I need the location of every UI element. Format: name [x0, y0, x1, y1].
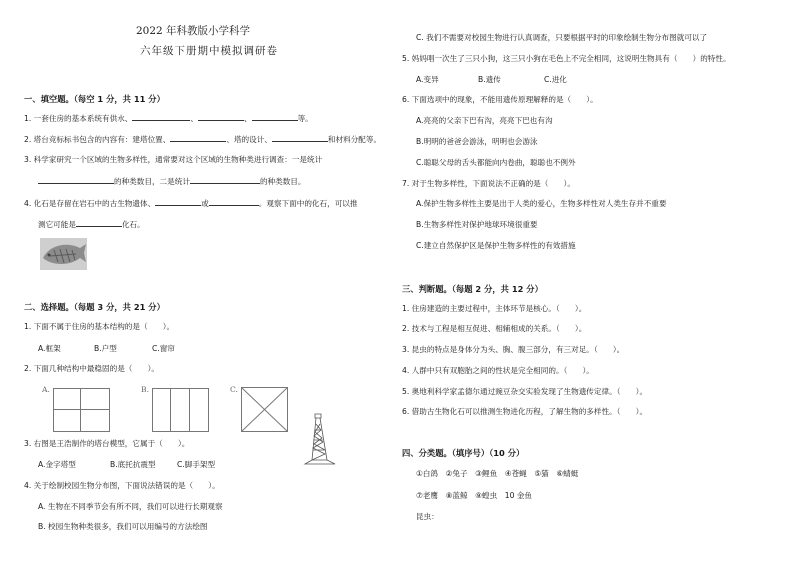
- answer-blank[interactable]: [170, 134, 226, 142]
- s1-question-4-line1: 4. 化石是存留在岩石中的古生物遗体、 或 。观察下面中的化石，可以推: [24, 199, 358, 208]
- judgment-item[interactable]: 1. 住房建造的主要过程中，主体环节是核心。（ ）。: [402, 304, 587, 313]
- grid-divider-horizontal: [53, 409, 110, 410]
- s1-question-3-line1: 3. 科学家研究一个区域的生物多样性，通常要对这个区域的生物种类进行调查：一是统计: [24, 155, 323, 164]
- column-divider-1: [170, 388, 171, 432]
- grid-divider-vertical: [80, 388, 81, 432]
- s2-q5-option-c[interactable]: C.进化: [544, 75, 567, 84]
- answer-blank[interactable]: [272, 134, 328, 142]
- s2-q1-option-a[interactable]: A.框架: [38, 344, 61, 353]
- section-4-heading: 四、分类题。（填序号）（10 分）: [402, 448, 525, 458]
- s2-question-5: 5. 妈妈唱一次生了三只小狗，这三只小狗在毛色上不完全相同，这说明生物具有（ ）的特性。: [402, 54, 731, 63]
- s2-q3-option-a[interactable]: A.金字塔型: [38, 460, 76, 469]
- judgment-item[interactable]: 2. 技术与工程是相互促进、相辅相成的关系。（ ）。: [402, 324, 587, 333]
- s2-question-1: 1. 下面不属于住房的基本结构的是（ ）。: [24, 322, 175, 331]
- s1-question-2: 2. 塔台竞标标书包含的内容有：建塔位置、 、塔的设计、 和材料分配等。: [24, 135, 382, 144]
- s2-q4-option-b[interactable]: B. 校园生物种类很多，我们可以用编号的方法绘图: [38, 522, 208, 531]
- fossil-image: [40, 238, 87, 270]
- s1-q1-text: 1. 一套住房的基本系统有供水、: [24, 114, 133, 123]
- s2-question-4: 4. 关于绘制校园生物分布图，下面说法错误的是（ ）。: [24, 481, 220, 490]
- s2-q5-option-a[interactable]: A.变异: [416, 75, 439, 84]
- s2-question-3: 3. 右图是王浩制作的塔台模型，它属于（ ）。: [24, 439, 190, 448]
- s2-q5-option-b[interactable]: B.遗传: [478, 75, 501, 84]
- s2-q6-option-c[interactable]: C.聪聪父母的舌头都能向内卷曲，聪聪也不例外: [416, 158, 576, 167]
- animal-list-row-1: ①白鸽 ②兔子 ③鲤鱼 ④苍蝇 ⑤猫 ⑥蜻蜓: [416, 469, 579, 478]
- exam-title-line1: 2022 年科教版小学科学: [136, 25, 251, 37]
- answer-blank[interactable]: [132, 113, 190, 121]
- answer-blank[interactable]: [198, 113, 244, 121]
- answer-blank[interactable]: [190, 176, 260, 184]
- s2-q2-option-c-label[interactable]: C.: [230, 385, 238, 394]
- s2-q6-option-a[interactable]: A.亮亮的父亲下巴有沟，亮亮下巴也有沟: [416, 116, 553, 125]
- answer-blank[interactable]: [38, 176, 114, 184]
- s2-q3-option-c[interactable]: C.脚手架型: [177, 460, 216, 469]
- s2-q4-option-a[interactable]: A. 生物在不同季节会有所不同，我们可以进行长期观察: [38, 502, 223, 511]
- column-structure-diagram: [152, 388, 209, 432]
- section-1-heading: 一、填空题。（每空 1 分，共 11 分）: [24, 94, 165, 104]
- judgment-item[interactable]: 4. 人群中只有双胞胎之间的性状是完全相同的。（ ）。: [402, 366, 594, 375]
- s2-q1-option-c[interactable]: C.窗帘: [152, 344, 175, 353]
- insect-category-label: 昆虫：: [416, 512, 439, 521]
- s2-q7-option-a[interactable]: A.保护生物多样性主要是出于人类的爱心，生物多样性对人类生存并不重要: [416, 199, 667, 208]
- judgment-item[interactable]: 6. 借助古生物化石可以推测生物进化历程，了解生物的多样性。（ ）。: [402, 407, 648, 416]
- s2-q2-option-b-label[interactable]: B.: [141, 385, 149, 394]
- section-3-heading: 三、判断题。（每题 2 分，共 12 分）: [402, 284, 543, 294]
- answer-blank[interactable]: [209, 198, 259, 206]
- s2-q2-option-a-label[interactable]: A.: [42, 385, 50, 394]
- s2-question-6: 6. 下面选项中的现象，不能用遗传原理解释的是（ ）。: [402, 95, 598, 104]
- s2-question-2: 2. 下面几种结构中最稳固的是（ ）。: [24, 364, 159, 373]
- animal-list-row-2: ⑦老鹰 ⑧蓝鲸 ⑨蝗虫 10 金鱼: [416, 491, 533, 500]
- answer-blank[interactable]: [252, 113, 298, 121]
- section-2-heading: 二、选择题。（每题 3 分，共 21 分）: [24, 302, 165, 312]
- exam-title-line2: 六年级下册期中模拟调研卷: [140, 45, 278, 57]
- tower-model-image: [301, 412, 339, 466]
- answer-blank[interactable]: [76, 219, 122, 227]
- s2-q7-option-b[interactable]: B.生物多样性对保护地球环境很重要: [416, 220, 538, 229]
- s2-q6-option-b[interactable]: B.明明的爸爸会游泳，明明也会游泳: [416, 137, 538, 146]
- s1-question-3-line2: 的种类数目，二是统计 的种类数目。: [38, 176, 306, 187]
- grid-structure-diagram: [53, 388, 110, 432]
- s2-question-7: 7. 对于生物多样性，下面说法不正确的是（ ）。: [402, 179, 575, 188]
- column-divider-2: [189, 388, 190, 432]
- s2-q7-option-c[interactable]: C.建立自然保护区是保护生物多样性的有效措施: [416, 241, 576, 250]
- diagonal-brace-structure-diagram: [241, 387, 288, 432]
- s2-q1-option-b[interactable]: B.户型: [94, 344, 117, 353]
- s2-q3-option-b[interactable]: B.底托抗震型: [110, 460, 156, 469]
- s1-question-1: 1. 一套住房的基本系统有供水、 、 、 等。: [24, 114, 313, 123]
- s1-question-4-line2: 测它可能是 化石。: [38, 220, 145, 229]
- answer-blank[interactable]: [155, 198, 201, 206]
- judgment-item[interactable]: 3. 昆虫的特点是身体分为头、胸、腹三部分，有三对足。（ ）。: [402, 345, 625, 354]
- judgment-item[interactable]: 5. 奥地利科学家孟德尔通过豌豆杂交实验发现了生物遗传定律。（ ）。: [402, 387, 648, 396]
- s2-q4-option-c[interactable]: C. 我们不需要对校园生物进行认真调查，只要根据平时的印象绘制生物分布图就可以了: [416, 33, 708, 42]
